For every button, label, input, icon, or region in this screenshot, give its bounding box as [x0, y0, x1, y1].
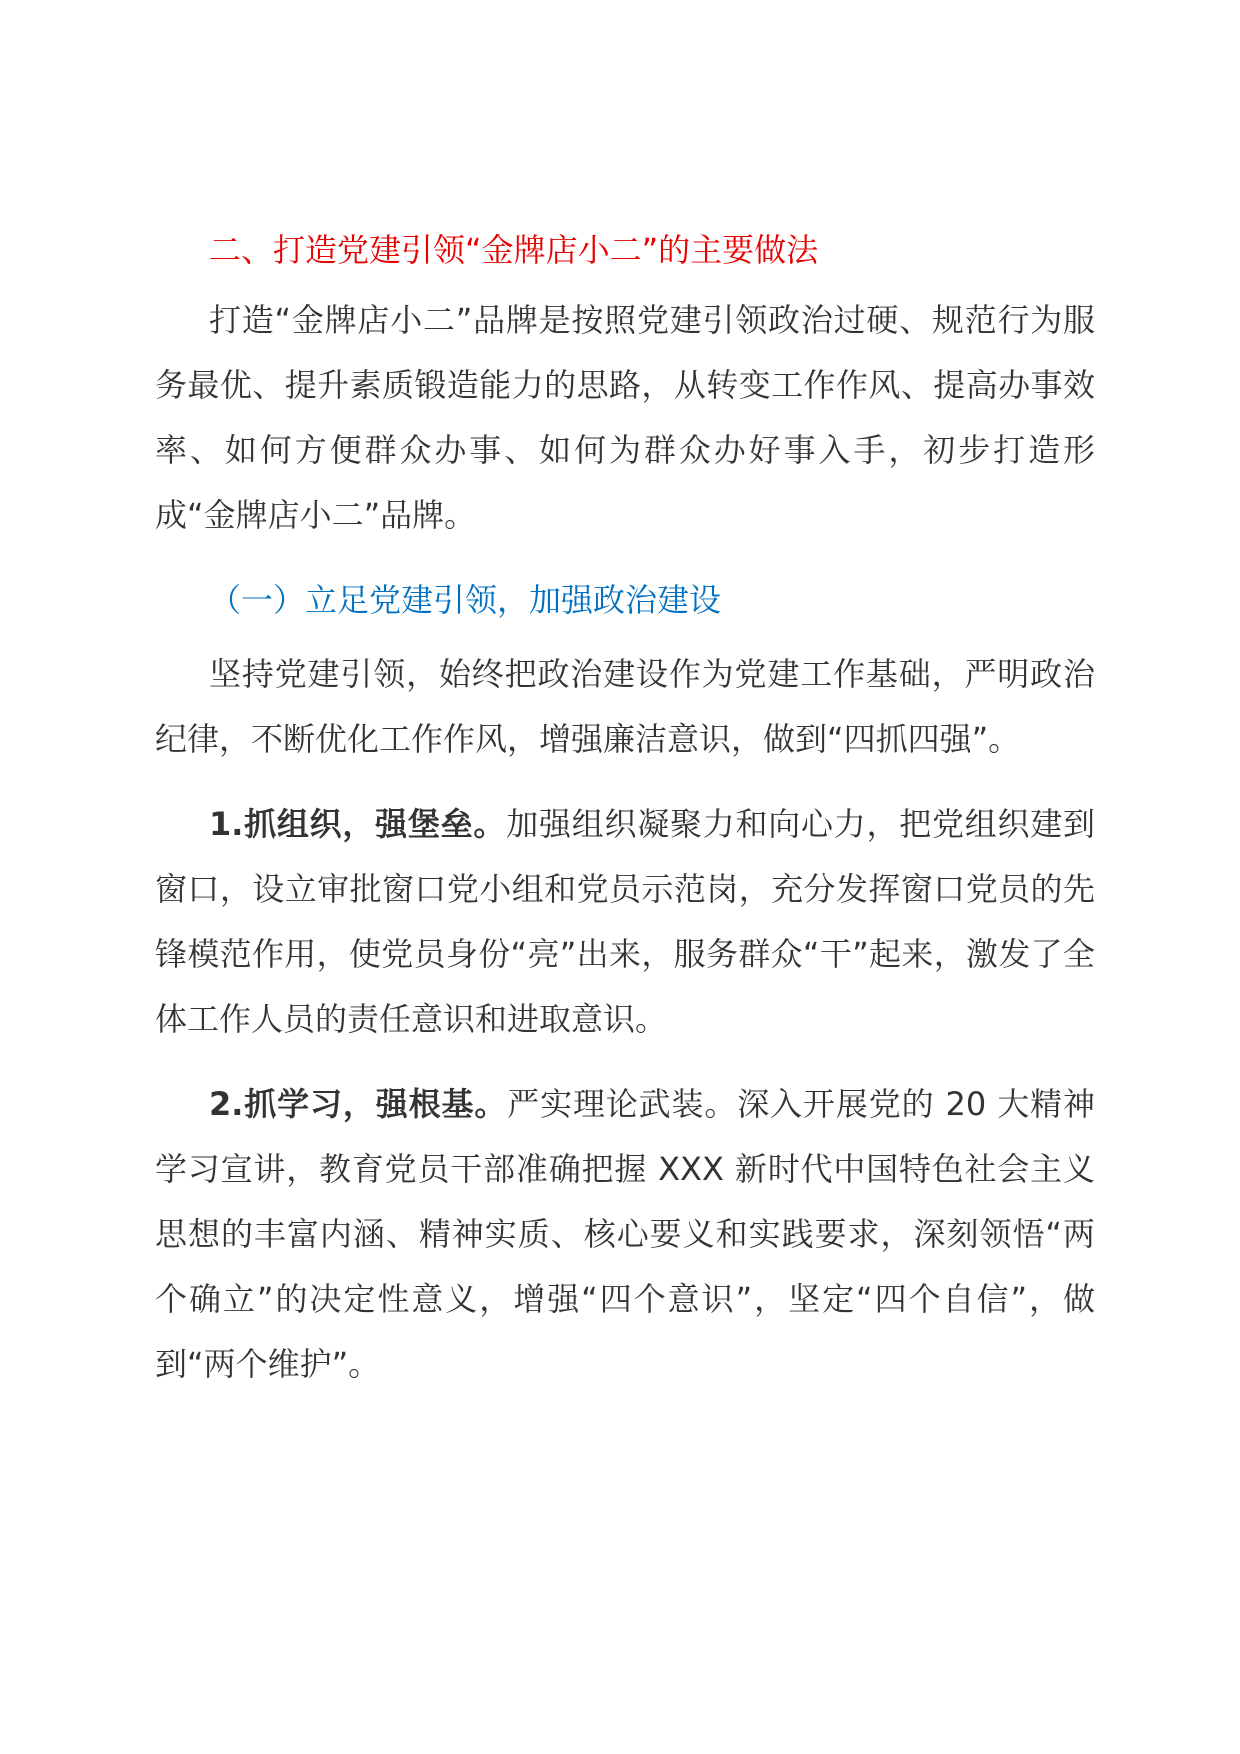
section-heading: 二、打造党建引领“金牌店小二”的主要做法 — [209, 231, 819, 269]
subsection-heading: （一）立足党建引领，加强政治建设 — [209, 581, 722, 619]
document-page — [155, 218, 1095, 1417]
item-lead-1: 1.抓组织，强堡垒。 — [209, 805, 507, 843]
item-paragraph-2 — [155, 1072, 1095, 1397]
item-text-1: 加强组织凝聚力和向心力，把党组织建到窗口，设立审批窗口党小组和党员示范岗，充分发挥窗口党员的先锋模范作用，使党员身份“亮”出来，服务群众“干”起来，激发了全体工作人员的责任意识和进取意识。 — [155, 805, 1095, 1038]
item-text-2: 严实理论武装。深入开展党的 20 大精神学习宣讲，教育党员干部准确把握 XXX 新时代中国特色社会主义思想的丰富内涵、精神实质、核心要义和实践要求，深刻领悟“两个确立”的决定性意义，增强“四个意识”，坚定“四个自信”，做到“两个维护”。 — [155, 1085, 1095, 1383]
intro-paragraph: 打造“金牌店小二”品牌是按照党建引领政治过硬、规范行为服务最优、提升素质锻造能力的思路，从转变工作作风、提高办事效率、如何方便群众办事、如何为群众办好事入手，初步打造形成“金牌店小二”品牌。 — [155, 301, 1095, 534]
item-lead-2: 2.抓学习，强根基。 — [209, 1085, 508, 1123]
subsection-paragraph: 坚持党建引领，始终把政治建设作为党建工作基础，严明政治纪律，不断优化工作作风，增强廉洁意识，做到“四抓四强”。 — [155, 655, 1095, 758]
item-paragraph-1 — [155, 792, 1095, 1052]
